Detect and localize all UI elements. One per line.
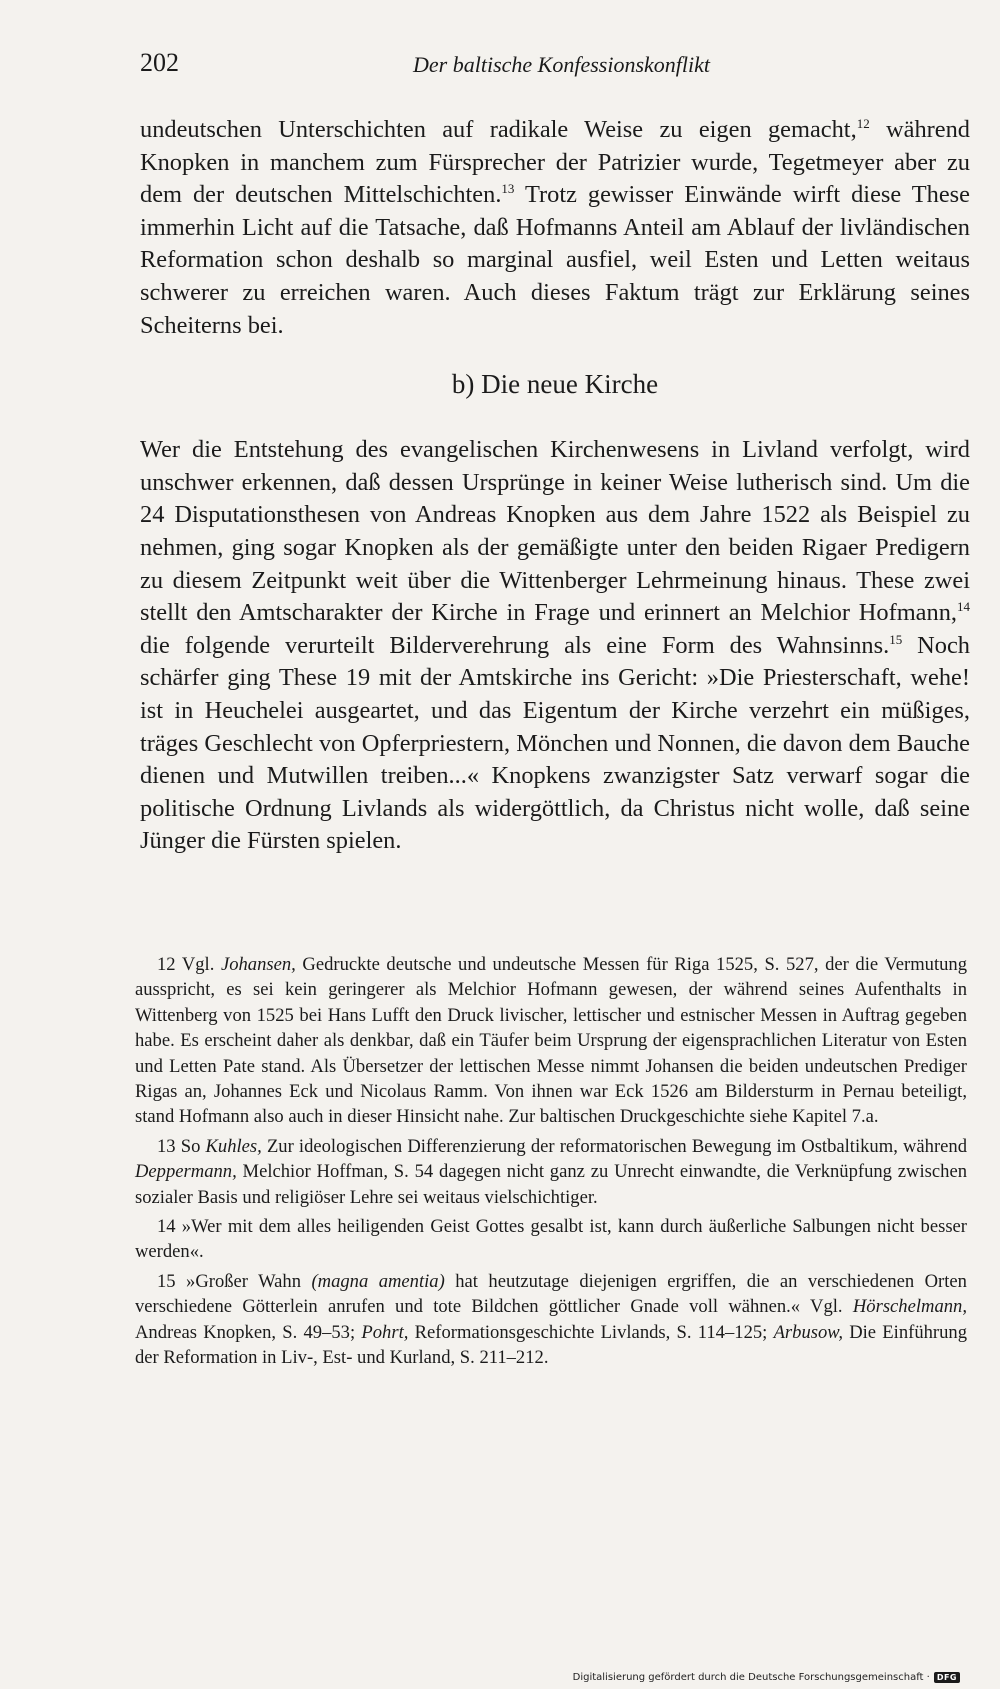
author-name: Hörschelmann, [852,1296,967,1318]
footnote-number: 12 [157,954,176,975]
text-run: Wer die Entstehung des evangelischen Kirchenwesens in Livland verfolgt, wird unschwer erkennen, daß dessen Ursprünge in keiner Weise lutherisch sind. Um die 24 Disputationsthesen von Andreas Knopken aus dem Jahre 1522 als Beispiel zu nehmen, ging sogar Knopken als der gemäßigte unter den beiden Rigaer Predigern zu diesem Zeitpunkt weit über die Wittenberger Lehrmeinung hinaus. These zwei stellt den Amtscharakter der Kirche in Frage und erinnert an Melchior Hofmann, [140,436,970,627]
footnote-number: 14 [157,1216,176,1238]
text-run: Noch schärfer ging These 19 mit der Amtskirche ins Gericht: »Die Priesterschaft, wehe! ist in Heuchelei ausgeartet, und das Eigentum der Kirche verzehrt ein müßiges, träges Geschlecht von Opferpriestern, Mönchen und Nonnen, die davon dem Bauche dienen und Mutwillen treiben...« Knopkens zwanzigster Satz verwarf sogar die politische Ordnung Livlands als widergöttlich, da Christus nicht wolle, daß seine Jünger die Fürsten spielen. [140,631,970,855]
text-run: Zur ideologischen Differenzierung der reformatorischen Bewegung im Ostbaltikum, während [261,1135,967,1157]
footnote-13 [135,1134,967,1210]
author-name: Pohrt, [361,1321,409,1343]
footnote-number: 13 [157,1135,176,1157]
footnote-ref-14[interactable]: 14 [957,599,970,615]
footnotes [135,952,967,1375]
footnote-15 [135,1269,967,1371]
author-name: Johansen, [220,954,296,975]
text-run: undeutschen Unterschichten auf radikale Weise zu eigen gemacht, [140,116,857,143]
text-run: »Wer mit dem alles heiligenden Geist Gottes gesalbt ist, kann durch äußerliche Salbungen nicht besser werden«. [135,1216,967,1263]
text-run: Die Einführung der Reformation in Liv-, Est- und Kurland, S. 211–212. [135,1321,967,1369]
section-heading: b) Die neue Kirche [451,369,659,400]
text-run: Vgl. [175,954,221,975]
text-run: hat heutzutage diejenigen ergriffen, die an verschiedenen Orten verschiedene Götterlein anrufen und tote Bildchen göttlicher Gnade voll wähnen.« Vgl. [135,1270,967,1318]
text-run: »Großer Wahn [175,1270,312,1292]
footnote-number: 15 [157,1270,176,1292]
text-run: Gedruckte deutsche und undeutsche Messen für Riga 1525, S. 527, der die Vermutung ausspricht, es sei kein geringerer als Melchior Hofmann gewesen, der während seines Aufenthalts in Wittenberg von 1525 bei Hans Lufft den Druck livischer, lettischer und estnischer Messen in Auftrag gegeben habe. Es erscheint daher als denkbar, daß ein Täufer beim Ursprung der eigensprachlichen Literatur von Esten und Letten Pate stand. Als Übersetzer der lettischen Messe nimmt Johansen die beiden undeutschen Prediger Rigas an, Johannes Eck und Nicolaus Ramm. Von ihnen war Eck 1526 am Bildersturm in Pernau beteiligt, stand Hofmann also auch in dieser Hinsicht nahe. Zur baltischen Druckgeschichte siehe Kapitel 7.a. [135,954,968,1128]
footnote-ref-13[interactable]: 13 [501,181,515,197]
digitization-text: Digitalisierung gefördert durch die Deutsche Forschungsgemeinschaft · [572,1672,930,1683]
running-title: Der baltische Konfessionskonflikt [413,52,710,77]
footnote-ref-12[interactable]: 12 [856,116,870,131]
text-run: Reformationsgeschichte Livlands, S. 114–125; [408,1321,774,1343]
text-run: während Knopken in manchem zum Fürsprecher der Patrizier wurde, Tegetmeyer aber zu dem der deutschen Mittelschichten. [140,116,970,209]
footnote-14 [135,1214,967,1265]
footnote-12 [135,952,967,1130]
footnote-ref-15[interactable]: 15 [889,631,903,647]
running-head [140,48,710,88]
text-run: Melchior Hoffman, S. 54 dagegen nicht ganz zu Unrecht einwandte, die Verknüpfung zwischen sozialer Basis und religiöser Lehre sei weitaus vielschichtiger. [135,1161,967,1208]
body-text [140,114,970,858]
author-name: Kuhles, [205,1135,262,1157]
author-name: Arbusow, [773,1321,843,1343]
author-name: Deppermann, [135,1161,237,1183]
digitization-note [573,1672,960,1683]
text-run: Trotz gewisser Einwände wirft diese These immerhin Licht auf die Tatsache, daß Hofmanns Anteil am Ablauf der livländischen Reformation schon deshalb so marginal ausfiel, weil Esten und Letten weitaus schwerer zu erreichen waren. Auch dieses Faktum trägt zur Erklärung seines Scheiterns bei. [140,181,970,339]
latin-phrase: (magna amentia) [311,1270,445,1292]
text-run: So [175,1135,206,1157]
text-run: die folgende verurteilt Bilderverehrung als eine Form des Wahnsinns. [140,631,890,659]
paragraph-2 [140,434,970,858]
text-run: Andreas Knopken, S. 49–53; [135,1321,362,1343]
dfg-logo-icon: DFG [934,1672,960,1683]
page-number: 202 [140,48,179,77]
paragraph-1 [140,114,970,342]
